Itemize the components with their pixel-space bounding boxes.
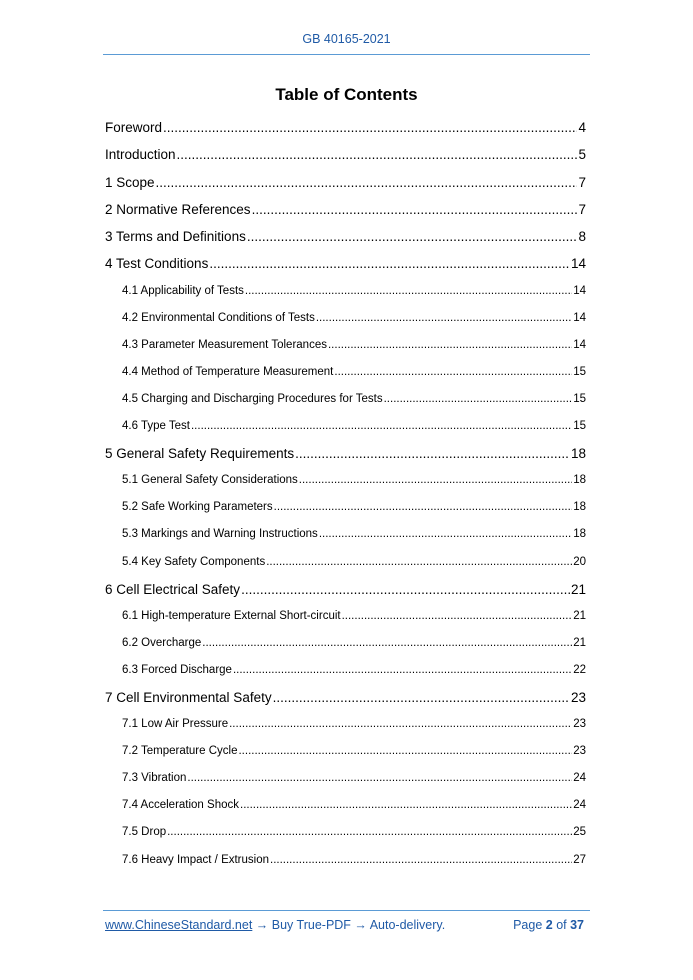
toc-dot-leader [247, 223, 578, 250]
toc-entry-page: 24 [573, 799, 586, 812]
toc-dot-leader [241, 576, 570, 603]
toc-dot-leader [270, 847, 572, 874]
toc-entry-title: 5.1 General Safety Considerations [122, 474, 298, 487]
toc-dot-leader [266, 549, 572, 576]
toc-dot-leader [328, 332, 572, 359]
toc-entry-title: 4.3 Parameter Measurement Tolerances [122, 338, 327, 351]
toc-entry-page: 15 [573, 365, 586, 378]
page-of-label: of [552, 918, 571, 932]
toc-entry-page: 18 [573, 501, 586, 514]
toc-entry-page: 21 [573, 636, 586, 649]
footer-promo [105, 918, 445, 932]
toc-entry-page: 15 [573, 420, 586, 433]
toc-dot-leader [191, 413, 572, 440]
toc-dot-leader [167, 819, 572, 846]
toc-section-entry[interactable] [105, 223, 586, 250]
toc-dot-leader [240, 792, 572, 819]
toc-section-entry[interactable] [105, 576, 586, 603]
toc-dot-leader [177, 141, 578, 168]
toc-subsection-entry[interactable] [105, 711, 586, 738]
toc-dot-leader [295, 440, 570, 467]
toc-entry-page: 20 [573, 555, 586, 568]
toc-entry-title: 3 Terms and Definitions [105, 229, 246, 245]
toc-entry-title: 4 Test Conditions [105, 256, 209, 272]
footer-divider [103, 910, 590, 911]
toc-entry-page: 14 [573, 338, 586, 351]
toc-title: Table of Contents [275, 85, 418, 104]
toc-subsection-entry[interactable] [105, 819, 586, 846]
toc-subsection-entry[interactable] [105, 332, 586, 359]
running-header: GB 40165-2021 [302, 32, 391, 46]
toc-entry-page: 27 [573, 853, 586, 866]
toc-subsection-entry[interactable] [105, 549, 586, 576]
toc-section-entry[interactable] [105, 196, 586, 223]
promo-text: → Buy True-PDF → Auto-delivery. [252, 918, 446, 932]
toc-entry-title: 7.3 Vibration [122, 772, 187, 785]
toc-dot-leader [233, 657, 572, 684]
toc-dot-leader [202, 630, 572, 657]
toc-entry-title: 1 Scope [105, 174, 155, 190]
toc-section-entry[interactable] [105, 114, 586, 141]
toc-entry-page: 14 [573, 284, 586, 297]
toc-entry-page: 23 [573, 718, 586, 731]
toc-section-entry[interactable] [105, 684, 586, 711]
toc-section-entry[interactable] [105, 169, 586, 196]
toc-entry-title: 5 General Safety Requirements [105, 446, 295, 462]
toc-subsection-entry[interactable] [105, 630, 586, 657]
toc-entry-title: 7.5 Drop [122, 826, 167, 839]
toc-section-entry[interactable] [105, 250, 586, 277]
toc-entry-page: 21 [570, 581, 586, 597]
toc-entry-page: 24 [573, 772, 586, 785]
toc-entry-title: 2 Normative References [105, 201, 251, 217]
toc-entry-title: 4.4 Method of Temperature Measurement [122, 365, 334, 378]
toc-entry-title: Introduction [105, 147, 176, 163]
toc-entry-page: 5 [578, 147, 586, 163]
toc-subsection-entry[interactable] [105, 657, 586, 684]
toc-entry-page: 7 [578, 201, 586, 217]
toc-subsection-entry[interactable] [105, 386, 586, 413]
toc-entry-title: 7.6 Heavy Impact / Extrusion [122, 853, 270, 866]
website-link[interactable]: www.ChineseStandard.net [105, 918, 253, 932]
table-of-contents [105, 114, 586, 874]
toc-entry-page: 18 [573, 474, 586, 487]
toc-section-entry[interactable] [105, 440, 586, 467]
toc-subsection-entry[interactable] [105, 467, 586, 494]
toc-subsection-entry[interactable] [105, 738, 586, 765]
toc-dot-leader [319, 521, 572, 548]
toc-entry-title: 4.5 Charging and Discharging Procedures for Tests [122, 392, 383, 405]
toc-entry-title: 4.6 Type Test [122, 420, 190, 433]
toc-dot-leader [252, 196, 578, 223]
toc-dot-leader [342, 603, 573, 630]
toc-entry-page: 8 [578, 229, 586, 245]
toc-entry-title: Foreword [105, 120, 163, 135]
toc-entry-title: 5.2 Safe Working Parameters [122, 501, 273, 514]
toc-subsection-entry[interactable] [105, 305, 586, 332]
toc-entry-page: 18 [570, 446, 586, 462]
toc-dot-leader [316, 305, 572, 332]
toc-entry-title: 7 Cell Environmental Safety [105, 689, 272, 705]
page-label: Page [513, 918, 546, 932]
toc-section-entry[interactable] [105, 141, 586, 168]
toc-dot-leader [156, 169, 578, 196]
page-indicator [513, 918, 584, 932]
toc-dot-leader [274, 494, 573, 521]
toc-subsection-entry[interactable] [105, 494, 586, 521]
toc-dot-leader [334, 359, 572, 386]
toc-entry-title: 6.3 Forced Discharge [122, 663, 232, 676]
toc-entry-page: 15 [573, 392, 586, 405]
toc-dot-leader [229, 711, 572, 738]
toc-entry-page: 14 [570, 256, 586, 272]
toc-entry-title: 6.1 High-temperature External Short-circuit [122, 609, 341, 622]
toc-entry-page: 25 [573, 826, 586, 839]
toc-dot-leader [209, 250, 570, 277]
toc-subsection-entry[interactable] [105, 359, 586, 386]
toc-subsection-entry[interactable] [105, 278, 586, 305]
toc-entry-title: 6.2 Overcharge [122, 636, 202, 649]
toc-entry-title: 5.4 Key Safety Components [122, 555, 266, 568]
toc-entry-title: 4.2 Environmental Conditions of Tests [122, 311, 315, 324]
toc-subsection-entry[interactable] [105, 847, 586, 874]
toc-subsection-entry[interactable] [105, 413, 586, 440]
toc-dot-leader [163, 114, 577, 141]
toc-dot-leader [245, 278, 572, 305]
toc-entry-title: 7.1 Low Air Pressure [122, 718, 229, 731]
toc-dot-leader [273, 684, 570, 711]
toc-entry-page: 22 [573, 663, 586, 676]
toc-dot-leader [299, 467, 572, 494]
toc-entry-page: 23 [573, 745, 586, 758]
toc-entry-page: 18 [573, 528, 586, 541]
toc-entry-page: 4 [578, 120, 586, 135]
toc-entry-title: 7.2 Temperature Cycle [122, 745, 238, 758]
toc-entry-title: 7.4 Acceleration Shock [122, 799, 239, 812]
toc-subsection-entry[interactable] [105, 603, 586, 630]
toc-subsection-entry[interactable] [105, 521, 586, 548]
toc-dot-leader [238, 738, 572, 765]
total-page-count: 37 [570, 918, 584, 932]
toc-entry-page: 14 [573, 311, 586, 324]
toc-subsection-entry[interactable] [105, 792, 586, 819]
toc-entry-page: 21 [573, 609, 586, 622]
toc-subsection-entry[interactable] [105, 765, 586, 792]
current-page-number: 2 [545, 918, 553, 932]
toc-entry-title: 4.1 Applicability of Tests [122, 284, 244, 297]
toc-dot-leader [187, 765, 572, 792]
toc-dot-leader [384, 386, 573, 413]
toc-entry-title: 6 Cell Electrical Safety [105, 581, 241, 597]
toc-entry-title: 5.3 Markings and Warning Instructions [122, 528, 318, 541]
toc-entry-page: 7 [578, 174, 586, 190]
header-divider [103, 54, 590, 55]
toc-entry-page: 23 [570, 689, 586, 705]
